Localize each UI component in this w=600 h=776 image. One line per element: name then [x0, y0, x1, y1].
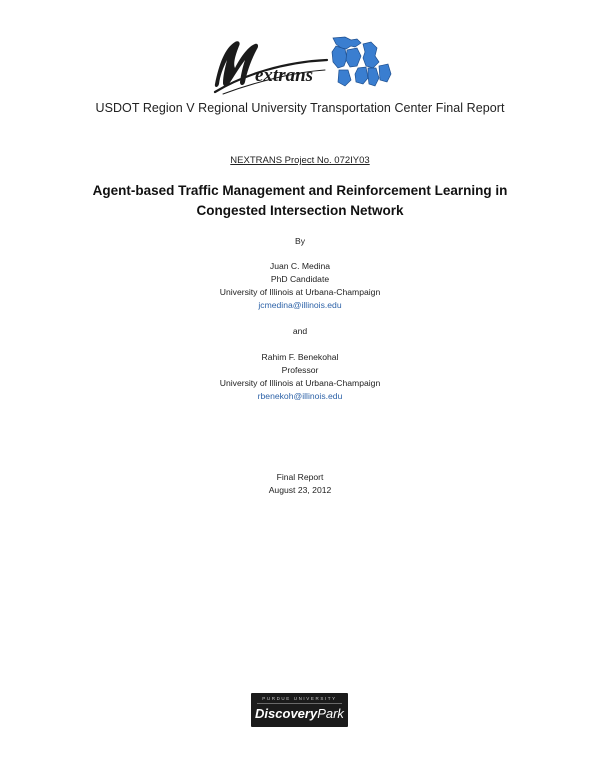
report-type: Final Report — [276, 472, 324, 482]
discovery-park-logo-top-text: PURDUE UNIVERSITY — [262, 696, 337, 701]
author-2-affiliation: University of Illinois at Urbana-Champaign — [219, 378, 381, 388]
author-2-role: Professor — [281, 365, 319, 375]
report-info — [0, 471, 600, 497]
region-map-icon — [332, 37, 391, 86]
by-label: By — [294, 236, 306, 246]
author-2-name: Rahim F. Benekohal — [261, 352, 339, 362]
report-title-line-2: Congested Intersection Network — [196, 203, 404, 218]
report-header-line: USDOT Region V Regional University Transportation Center Final Report — [95, 101, 505, 115]
author-1-role: PhD Candidate — [270, 274, 330, 284]
logo-wordmark: extrans — [255, 65, 314, 86]
nextrans-logo — [205, 34, 400, 96]
discovery-park-logo-wordmark — [251, 706, 348, 721]
nextrans-logo-graphic — [205, 34, 400, 96]
report-date: August 23, 2012 — [268, 485, 332, 495]
and-label: and — [292, 326, 308, 336]
project-number: NEXTRANS Project No. 072IY03 — [230, 155, 370, 166]
author-1-email-link[interactable]: jcmedina@illinois.edu — [258, 300, 342, 310]
discovery-park-logo — [251, 693, 348, 727]
author-1-name: Juan C. Medina — [269, 261, 331, 271]
report-title-line-1: Agent-based Traffic Management and Reinforcement Learning in — [92, 183, 508, 198]
author-block-2 — [0, 351, 600, 403]
discovery-park-logo-word-2: Park — [317, 706, 344, 721]
report-title — [0, 181, 600, 221]
discovery-park-logo-word-1: Discovery — [255, 706, 318, 721]
discovery-park-logo-divider — [257, 703, 342, 704]
author-2-email-link[interactable]: rbenekoh@illinois.edu — [257, 391, 343, 401]
author-1-affiliation: University of Illinois at Urbana-Champaign — [219, 287, 381, 297]
author-block-1 — [0, 260, 600, 312]
